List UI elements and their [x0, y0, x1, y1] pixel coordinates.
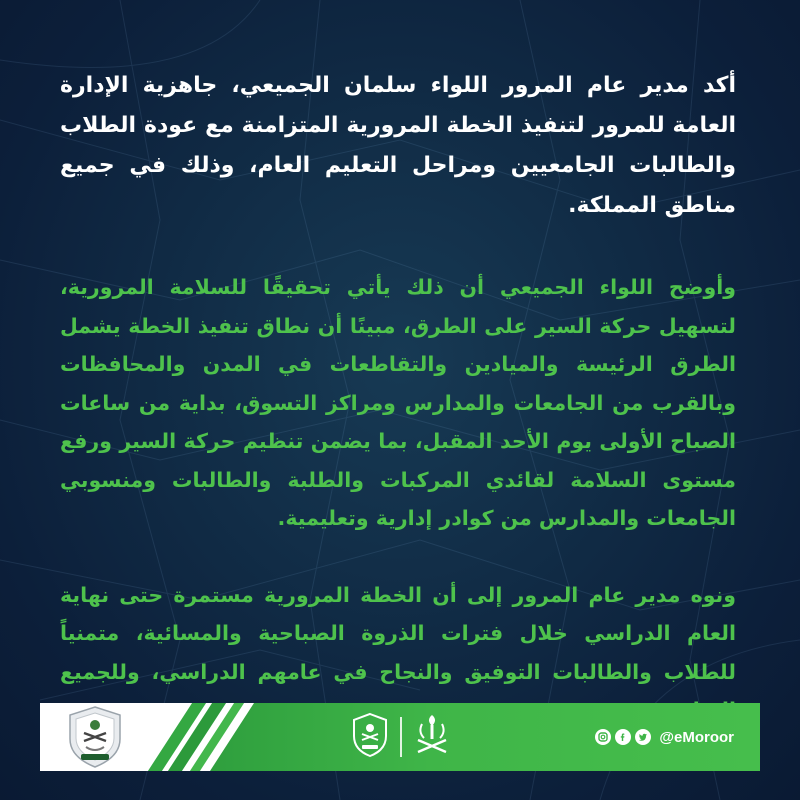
closing-paragraph: ونوه مدير عام المرور إلى أن الخطة المرورية مستمرة حتى نهاية العام الدراسي خلال فترات الذروة الصباحية والمسائية، متمنياً للطلاب والطالبات التوفيق والنجاح في عامهم الدراسي، وللجميع — [60, 582, 736, 684]
footer-bar — [40, 703, 760, 771]
traffic-badge-logo — [64, 705, 126, 771]
instagram-icon[interactable] — [595, 729, 611, 745]
account-handle[interactable]: @eMoroor — [659, 728, 734, 746]
emblems — [350, 712, 452, 762]
emblem-divider — [400, 717, 402, 757]
traffic-department-emblem-icon — [350, 712, 390, 762]
saudi-emblem-icon — [412, 712, 452, 762]
social-handle — [595, 723, 734, 751]
twitter-icon[interactable] — [635, 729, 651, 745]
post-text — [60, 66, 736, 730]
detail-paragraph: وأوضح اللواء الجميعي أن ذلك يأتي تحقيقًا للسلامة المرورية، لتسهيل حركة السير على الطرق، مبينًا أن نطاق تنفيذ الخطة يشمل الطرق الرئيسة والميادين والتقاطعات في المدن والمحافظات وبالقرب من الجامعات والمدارس ومراكز التسوق، بداية من ساعات الصباح الأولى يوم الأحد المقبل، بما يضمن تنظيم حركة السير ورفع مستوى السلامة لقائدي المركبات والطلبة والطالبات ومنسوبي الجامعات والمدارس من كوادر إدارية وتعليمية. — [60, 275, 736, 530]
facebook-icon[interactable] — [615, 729, 631, 745]
headline-paragraph: أكد مدير عام المرور اللواء سلمان الجميعي، جاهزية الإدارة العامة للمرور لتنفيذ الخطة المرورية المتزامنة مع عودة الطلاب والطالبات الجامعيين ومراحل التعليم العام، وذلك في جميع مناطق المملكة. — [60, 73, 736, 218]
